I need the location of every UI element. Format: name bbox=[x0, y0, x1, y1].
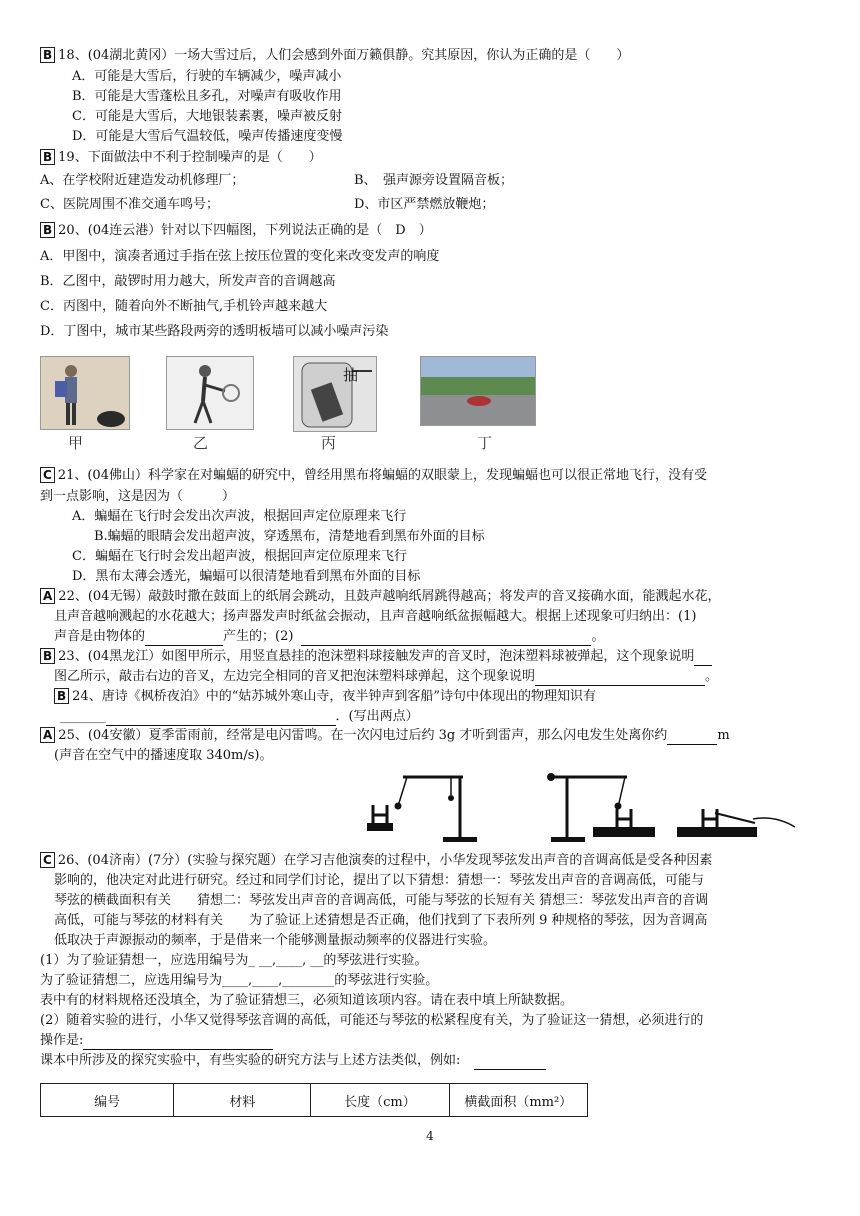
table-header-cell: 材料 bbox=[174, 1084, 311, 1117]
vacuum-jar-illustration bbox=[294, 357, 376, 431]
figure-bing-phone-in-jar bbox=[293, 356, 377, 432]
answer-blank[interactable] bbox=[535, 671, 705, 686]
answer-tag: B bbox=[40, 149, 55, 165]
answer-tag: B bbox=[40, 648, 55, 664]
question-text: 22、(04无锡）敲鼓时撒在鼓面上的纸屑会跳动，且鼓声越响纸屑跳得越高；将发声的音叉接确水面，能溅起水花， bbox=[58, 589, 721, 604]
question-text: 23、(04黑龙江）如图甲所示，用竖直悬挂的泡沫塑料球接触发声的音叉时，泡沫塑料球被弹起，这个现象说明 bbox=[58, 649, 695, 664]
q21-option-a: A．蝙蝠在飞行时会发出次声波，根据回声定位原理来飞行 bbox=[72, 509, 407, 524]
answer-blank[interactable] bbox=[145, 631, 223, 646]
q18-stem bbox=[40, 47, 629, 65]
q26-line3: 琴弦的横截面积有关 猜想二：琴弦发出声音的音调高低，可能与琴弦的长短有关 猜想三：琴弦发出声音的音调 bbox=[54, 893, 709, 908]
q24-line2: _______ ．(写出两点） bbox=[60, 709, 419, 724]
table-header-cell: 长度（cm） bbox=[311, 1084, 449, 1117]
q22-line1 bbox=[40, 588, 720, 606]
q26-line8: 表中有的材料规格还没填全，为了验证猜想三，必须知道该项内容。请在表中填上所缺数据。 bbox=[40, 993, 574, 1008]
apparatus-jia bbox=[367, 777, 477, 842]
q19-option-c: C、医院周围不准交通车鸣号； bbox=[40, 197, 219, 212]
q24-line1 bbox=[54, 688, 596, 706]
table-header-cell: 编号 bbox=[41, 1084, 174, 1117]
answer-tag: B bbox=[40, 47, 55, 63]
q23-line1 bbox=[40, 648, 712, 666]
q25-line1: A 25、(04安徽）夏季雷雨前，经常是电闪雷鸣。在一次闪电过后约 3g 才听到雷声，那么闪电发生处离你约 m bbox=[40, 727, 730, 745]
q26-line4: 高低，可能与琴弦的材料有关 为了验证上述猜想是否正确，他们找到了下表所列 9 种规格的琴弦，因为音调高 bbox=[54, 913, 708, 928]
figure-jia-guitar-player bbox=[40, 356, 130, 430]
tuning-fork-apparatus-figure bbox=[355, 765, 815, 845]
answer-tag: A bbox=[40, 588, 55, 604]
q22-line2: 且声音越响溅起的水花越大；扬声器发声时纸盆会振动，且声音越响纸盆振幅越大。根据上述现象可归纳出：(1) bbox=[54, 609, 697, 624]
question-text: 25、(04安徽）夏季雷雨前，经常是电闪雷鸣。在一次闪电过后约 3g 才听到雷声，那么闪电发生处离你约 bbox=[58, 728, 668, 743]
q19-option-a: A、在学校附近建造发动机修理厂； bbox=[40, 173, 245, 188]
question-text: 26、(04济南）(7分）(实验与探究题）在学习吉他演奏的过程中，小华发现琴弦发出声音的音调高低是受各种因素 bbox=[57, 853, 713, 868]
answer-blank[interactable] bbox=[667, 730, 717, 745]
answer-blank[interactable] bbox=[694, 651, 712, 666]
q21-stem-cont: 到一点影响，这是因为（ ） bbox=[40, 489, 236, 504]
q21-option-c: C．蝙蝠在飞行时会发出超声波，根据回声定位原理来飞行 bbox=[72, 549, 407, 564]
q21-option-b: B.蝙蝠的眼睛会发出超声波，穿透黑布，清楚地看到黑布外面的目标 bbox=[94, 529, 485, 544]
q26-line11: 课本中所涉及的探究实验中，有些实验的研究方法与上述方法类似，例如: bbox=[40, 1052, 546, 1070]
question-text: 21、(04佛山）科学家在对蝙蝠的研究中，曾经用黑布将蝙蝠的双眼蒙上，发现蝙蝠也可以很正常地飞行，没有受 bbox=[57, 468, 707, 483]
question-text: 20、(04连云港）针对以下四幅图，下列说法正确的是（ D ） bbox=[58, 223, 432, 238]
q22-line3: 声音是由物体的 产生的；(2) 。 bbox=[54, 629, 605, 644]
q26-line10: 操作是: bbox=[40, 1032, 273, 1050]
q26-line2: 影响的，他决定对此进行研究。经过和同学们讨论，提出了以下猜想：猜想一：琴弦发出声音的音调高低，可能与 bbox=[54, 873, 705, 888]
q21-stem bbox=[40, 467, 707, 485]
q20-option-d: D．丁图中，城市某些路段两旁的透明板墙可以减小噪声污染 bbox=[40, 324, 389, 339]
figure-yi-gong-player bbox=[166, 356, 254, 430]
q20-option-b: B．乙图中，敲锣时用力越大，所发声音的音调越高 bbox=[40, 274, 336, 289]
q18-option-c: C．可能是大雪后，大地银装素裹，噪声被反射 bbox=[72, 109, 342, 124]
figure-ding-road-barrier bbox=[420, 356, 536, 426]
question-text: 18、(04湖北黄冈）一场大雪过后，人们会感到外面万籁俱静。究其原因，你认为正确的是（ ） bbox=[58, 48, 630, 63]
question-text: 19、下面做法中不利于控制噪声的是（ ） bbox=[58, 150, 322, 165]
table-header-cell: 横截面积（mm²） bbox=[449, 1084, 587, 1117]
string-spec-table bbox=[40, 1083, 588, 1117]
question-text: 24、唐诗《枫桥夜泊》中的“姑苏城外寒山寺，夜半钟声到客船”诗句中体现出的物理知识有 bbox=[72, 689, 596, 704]
answer-tag: B bbox=[54, 688, 69, 704]
figure-label-yi: 乙 bbox=[193, 434, 209, 452]
q26-line6: (1）为了验证猜想一，应选用编号为_ __,____, __的琴弦进行实验。 bbox=[40, 953, 428, 968]
gong-player-illustration bbox=[167, 357, 253, 429]
q23-line2: 图乙所示，敲击右边的音叉，左边完全相同的音叉把泡沫塑料球弹起，这个现象说明 。 bbox=[54, 669, 719, 684]
q20-option-a: A．甲图中，演凑者通过手指在弦上按压位置的变化来改变发声的响度 bbox=[40, 249, 440, 264]
q26-line7: 为了验证猜想二，应选用编号为____,____,________的琴弦进行实验。 bbox=[40, 973, 439, 988]
q19-stem bbox=[40, 149, 322, 167]
q26-line5: 低取决于声源振动的频率，于是借来一个能够测量振动频率的仪器进行实验。 bbox=[54, 933, 497, 948]
answer-tag: C bbox=[40, 852, 55, 868]
q26-line1 bbox=[40, 852, 712, 870]
answer-tag: C bbox=[40, 467, 55, 483]
apparatus-yi bbox=[547, 773, 795, 842]
answer-blank[interactable] bbox=[106, 711, 336, 726]
q20-option-c: C．丙图中，随着向外不断抽气,手机铃声越来越大 bbox=[40, 299, 328, 314]
pump-label: 抽 bbox=[343, 366, 359, 384]
answer-blank[interactable] bbox=[83, 1035, 273, 1050]
q18-option-d: D．可能是大雪后气温较低，噪声传播速度变慢 bbox=[72, 129, 343, 144]
figure-label-bing: 丙 bbox=[321, 434, 337, 452]
page-number: 4 bbox=[426, 1129, 434, 1143]
q20-stem bbox=[40, 222, 432, 240]
answer-blank[interactable] bbox=[474, 1055, 546, 1070]
answer-tag: A bbox=[40, 727, 55, 743]
q18-option-a: A．可能是大雪后，行驶的车辆减少，噪声减小 bbox=[72, 69, 342, 84]
answer-tag: B bbox=[40, 222, 55, 238]
q18-option-b: B．可能是大雪蓬松且多孔，对噪声有吸收作用 bbox=[72, 89, 342, 104]
q21-option-d: D．黑布太薄会透光，蝙蝠可以很清楚地看到黑布外面的目标 bbox=[72, 569, 421, 584]
answer-blank[interactable] bbox=[301, 631, 591, 646]
table-header-row bbox=[41, 1084, 588, 1117]
figure-label-ding: 丁 bbox=[477, 434, 493, 452]
guitar-player-illustration bbox=[41, 357, 129, 429]
road-barrier-illustration bbox=[421, 357, 535, 425]
q26-line9: (2）随着实验的进行，小华又觉得琴弦音调的高低，可能还与琴弦的松紧程度有关，为了验证这一猜想，必须进行的 bbox=[40, 1013, 704, 1028]
figure-label-jia: 甲 bbox=[68, 434, 84, 452]
q25-line2: (声音在空气中的播速度取 340m/s)。 bbox=[54, 748, 273, 763]
q19-option-b: B、 强声源旁设置隔音板； bbox=[354, 173, 514, 188]
q19-option-d: D、市区严禁燃放鞭炮； bbox=[354, 197, 495, 212]
